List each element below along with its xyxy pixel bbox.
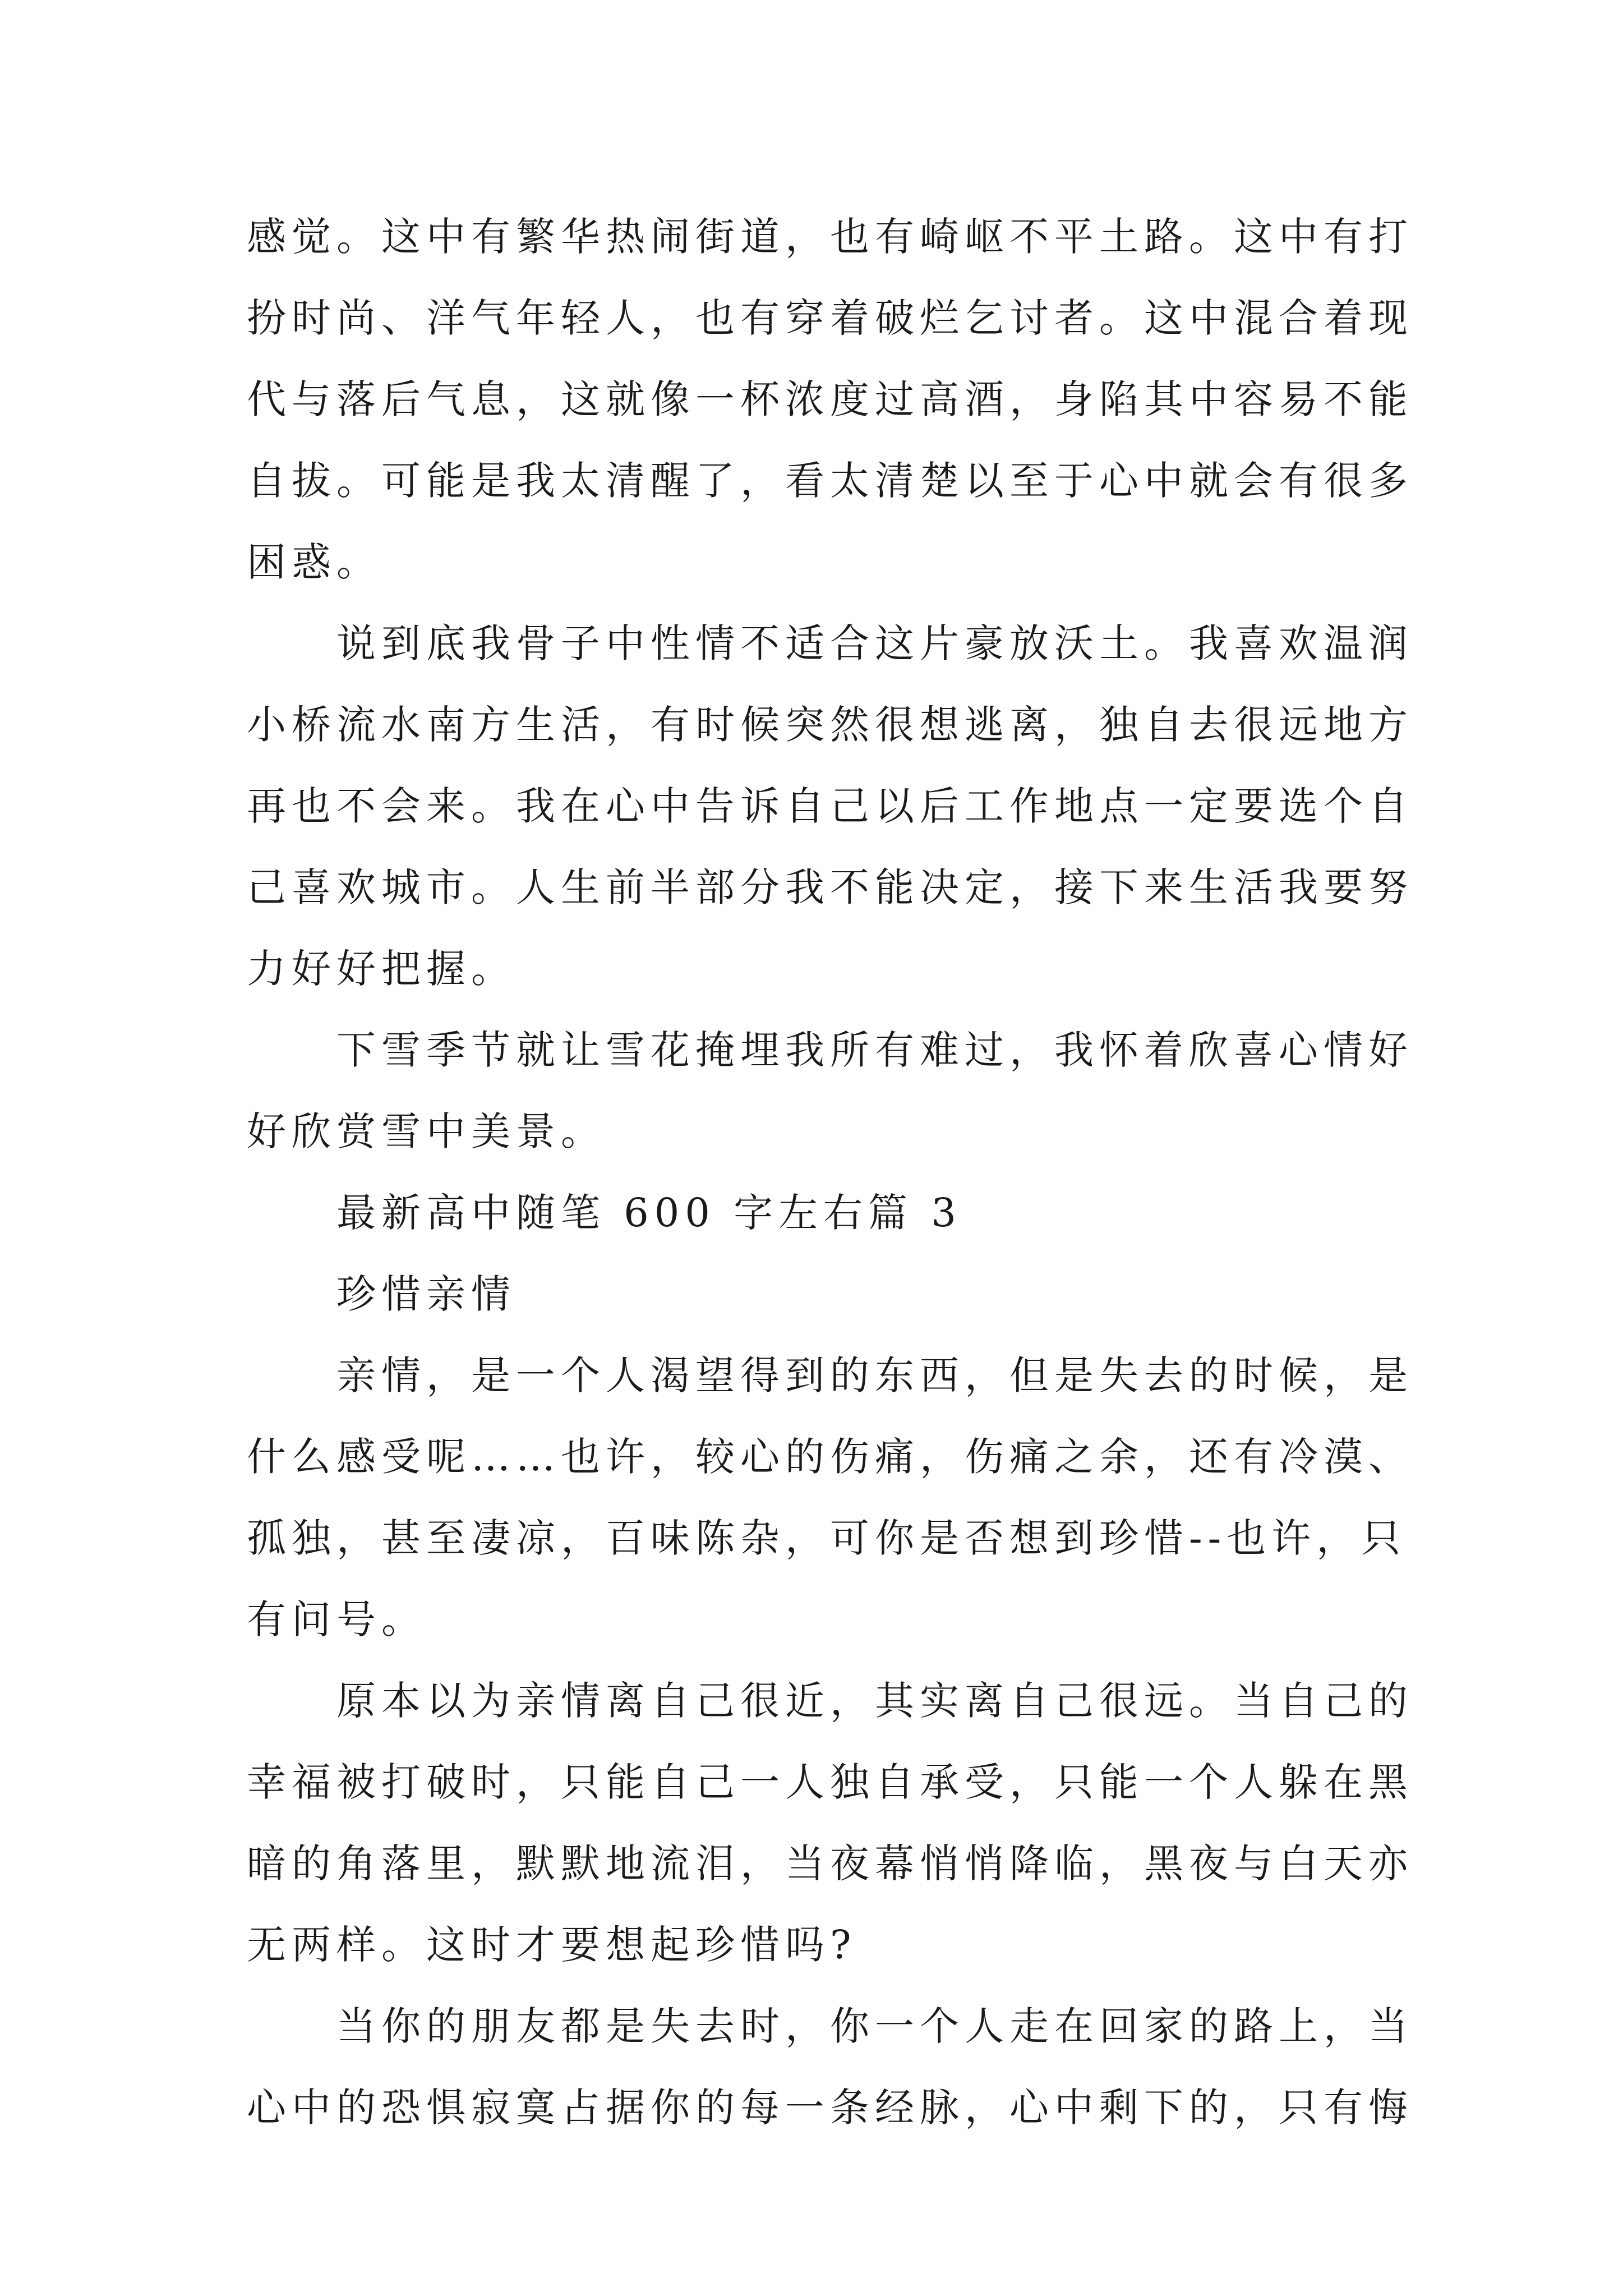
- text-line: 孤独，甚至凄凉，百味陈杂，可你是否想到珍惜--也许，只: [247, 1515, 1407, 1561]
- text-line: 有问号。: [247, 1596, 426, 1642]
- paragraph-first-line: 原本以为亲情离自己很近，其实离自己很远。当自己的: [336, 1678, 1413, 1724]
- text-line: 自拔。可能是我太清醒了，看太清楚以至于心中就会有很多: [247, 458, 1413, 504]
- paragraph-first-line: 下雪季节就让雪花掩埋我所有难过，我怀着欣喜心情好: [336, 1027, 1413, 1073]
- paragraph-first-line: 说到底我骨子中性情不适合这片豪放沃土。我喜欢温润: [336, 620, 1413, 666]
- text-line: 幸福被打破时，只能自己一人独自承受，只能一个人躲在黑: [247, 1759, 1413, 1805]
- text-line: 好欣赏雪中美景。: [247, 1108, 606, 1154]
- text-line: 己喜欢城市。人生前半部分我不能决定，接下来生活我要努: [247, 864, 1413, 910]
- text-line: 心中的恐惧寂寞占据你的每一条经脉，心中剩下的，只有悔: [247, 2085, 1413, 2131]
- paragraph-first-line: 亲情，是一个人渴望得到的东西，但是失去的时候，是: [336, 1352, 1413, 1398]
- text-line: 力好好把握。: [247, 946, 516, 992]
- text-line: 暗的角落里，默默地流泪，当夜幕悄悄降临，黑夜与白天亦: [247, 1841, 1413, 1887]
- paragraph-first-line: 最新高中随笔 600 字左右篇 3: [336, 1190, 962, 1236]
- paragraph-first-line: 珍惜亲情: [336, 1271, 516, 1317]
- text-line: 无两样。这时才要想起珍惜吗?: [247, 1922, 857, 1968]
- text-line: 扮时尚、洋气年轻人，也有穿着破烂乞讨者。这中混合着现: [247, 295, 1413, 341]
- text-line: 什么感受呢……也许，较心的伤痛，伤痛之余，还有冷漠、: [247, 1434, 1413, 1480]
- text-line: 小桥流水南方生活，有时候突然很想逃离，独自去很远地方: [247, 702, 1413, 748]
- text-line: 再也不会来。我在心中告诉自己以后工作地点一定要选个自: [247, 783, 1413, 829]
- text-line: 感觉。这中有繁华热闹街道，也有崎岖不平土路。这中有打: [247, 214, 1413, 260]
- text-line: 代与落后气息，这就像一杯浓度过高酒，身陷其中容易不能: [247, 376, 1413, 422]
- body-text: [247, 196, 1413, 2148]
- paragraph-first-line: 当你的朋友都是失去时，你一个人走在回家的路上，当: [336, 2003, 1413, 2049]
- text-line: 困惑。: [247, 539, 381, 585]
